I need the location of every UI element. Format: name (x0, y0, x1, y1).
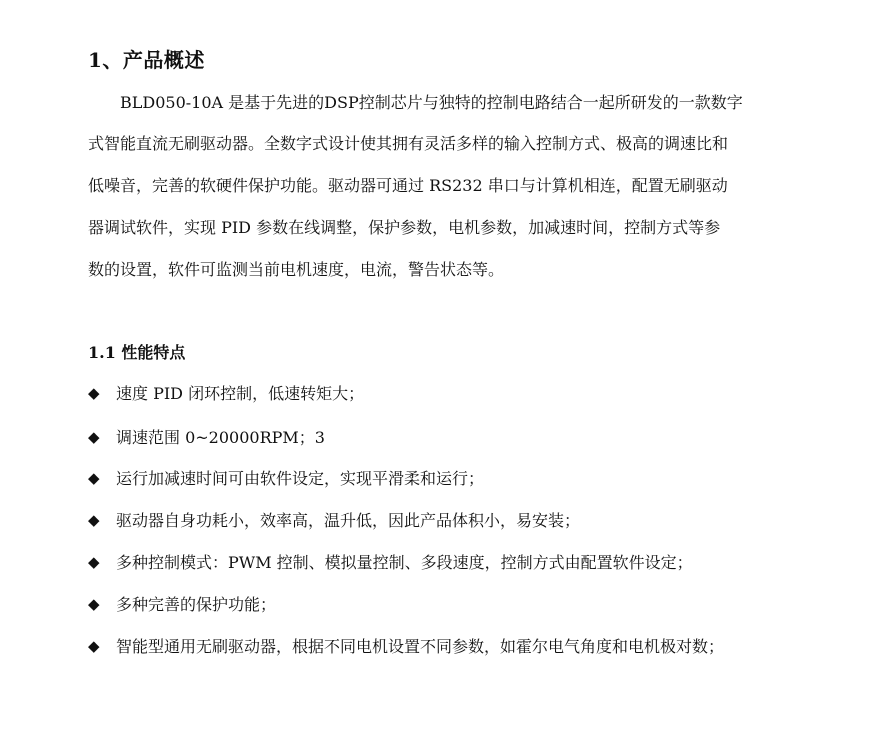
diamond-bullet-icon: ◆ (88, 636, 100, 655)
feature-text: 智能型通用无刷驱动器，根据不同电机设置不同参数，如霍尔电气角度和电机极对数； (116, 637, 725, 656)
paragraph-line: 器调试软件，实现 PID 参数在线调整，保护参数，电机参数，加减速时间，控制方式等参 (88, 218, 721, 237)
feature-item (88, 592, 276, 615)
feature-text: 速度 PID 闭环控制，低速转矩大； (116, 384, 365, 403)
section-title: 1、产品概述 (88, 48, 205, 72)
paragraph-line: 低噪音，完善的软硬件保护功能。驱动器可通过 RS232 串口与计算机相连，配置无刷驱动 (88, 176, 728, 195)
subsection-title: 1.1 性能特点 (88, 343, 186, 362)
feature-text: 驱动器自身功耗小，效率高，温升低，因此产品体积小，易安装； (116, 511, 581, 530)
paragraph-line: BLD050-10A 是基于先进的DSP控制芯片与独特的控制电路结合一起所研发的一款数字 (120, 93, 743, 112)
feature-item (88, 425, 325, 448)
paragraph-line: 式智能直流无刷驱动器。全数字式设计使其拥有灵活多样的输入控制方式、极高的调速比和 (88, 134, 729, 153)
feature-item (88, 634, 724, 657)
diamond-bullet-icon: ◆ (88, 383, 100, 402)
feature-text: 调速范围 0~20000RPM；3 (116, 428, 325, 447)
diamond-bullet-icon: ◆ (88, 468, 100, 487)
diamond-bullet-icon: ◆ (88, 427, 100, 446)
feature-text: 运行加减速时间可由软件设定，实现平滑柔和运行； (116, 469, 485, 488)
diamond-bullet-icon: ◆ (88, 510, 100, 529)
paragraph-line: 数的设置，软件可监测当前电机速度，电流，警告状态等。 (88, 260, 505, 279)
feature-text: 多种控制模式：PWM 控制、模拟量控制、多段速度，控制方式由配置软件设定； (116, 553, 693, 572)
feature-item (88, 466, 484, 489)
feature-text: 多种完善的保护功能； (116, 595, 277, 614)
diamond-bullet-icon: ◆ (88, 552, 100, 571)
feature-item (88, 550, 693, 573)
feature-item (88, 381, 364, 404)
feature-item (88, 508, 580, 531)
diamond-bullet-icon: ◆ (88, 594, 100, 613)
